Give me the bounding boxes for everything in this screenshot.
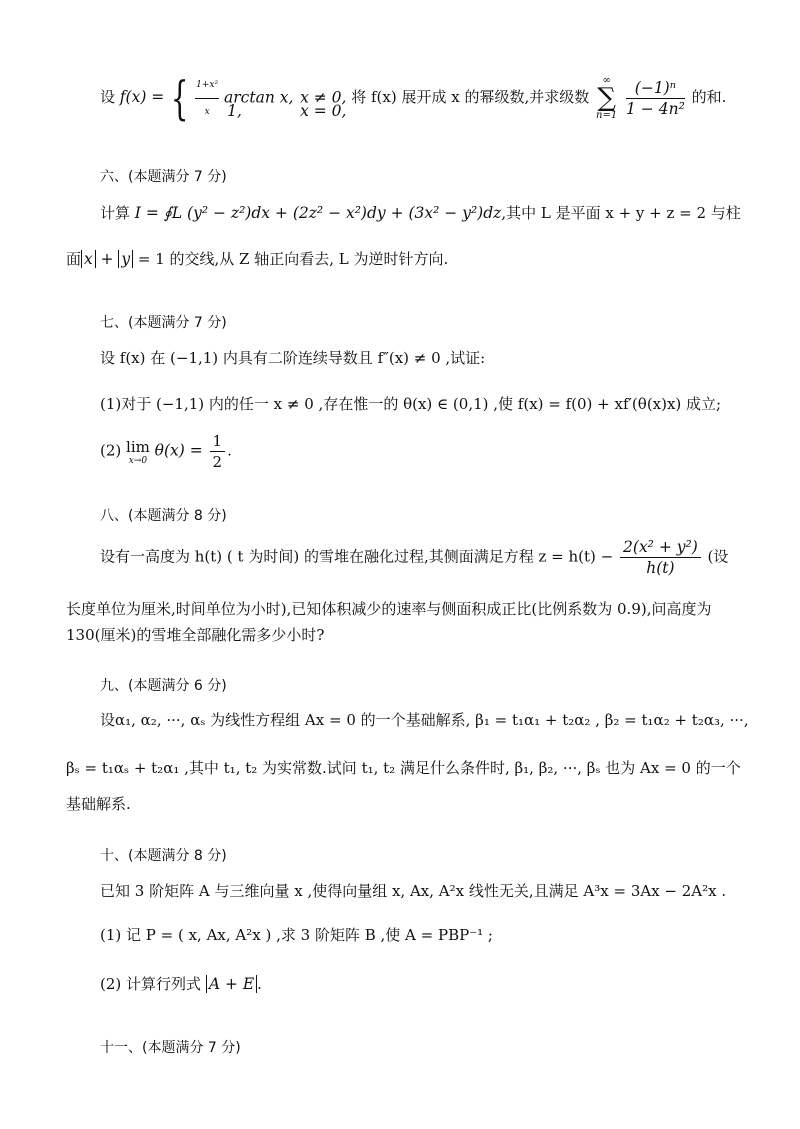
q8-heading: 八、(本题满分 8 分): [100, 508, 227, 524]
q5-case-1: $\frac{\text{1+x²}}{x}$ arctan x, x ≠ 0,: [195, 72, 346, 98]
q9-line-3: 基础解系.: [66, 795, 131, 813]
q10-line-1: 已知 3 阶矩阵 A 与三维向量 x ,使得向量组 x, Ax, A²x 线性无关,且满足 A³x = 3Ax − 2A²x .: [100, 882, 727, 900]
q5-sum: ∞ ∑ n=1: [596, 75, 618, 121]
q7-line-1: 设 f(x) 在 (−1,1) 内具有二阶连续导数且 f″(x) ≠ 0 ,试证:: [100, 349, 486, 367]
q5-piecewise: [195, 72, 346, 124]
q5-mid: 将 f(x) 展开成 x 的幂级数,并求级数: [351, 88, 590, 106]
q9-line-2: βₛ = t₁αₛ + t₂α₁ ,其中 t₁, t₂ 为实常数.试问 t₁, t₂ 满足什么条件时, β₁, β₂, ···, βₛ 也为 Ax = 0 的一个: [66, 759, 741, 777]
q11-heading: 十一、(本题满分 7 分): [100, 1040, 241, 1056]
q7-line-2: (1)对于 (−1,1) 内的任一 x ≠ 0 ,存在惟一的 θ(x) ∈ (0,1) ,使 f(x) = f(0) + xf′(θ(x)x) 成立;: [100, 395, 722, 413]
q5-series-frac: $\frac{\text{(−1)ⁿ}}{\text{1 − 4n²}}$: [626, 78, 685, 118]
q9-line-1: 设α₁, α₂, ···, αₛ 为线性方程组 Ax = 0 的一个基础解系, β₁ = t₁α₁ + t₂α₂ , β₂ = t₁α₂ + t₂α₃, ···,: [100, 711, 749, 729]
q10-determinant: A + E: [206, 975, 257, 993]
q6-line-1: 计算 I = ∮L (y² − z²)dx + (2z² − x²)dy + (3x² − y²)dz,其中 L 是平面 x + y + z = 2 与柱: [100, 204, 741, 222]
q10-line-2: (1) 记 P = ( x, Ax, A²x ) ,求 3 阶矩阵 B ,使 A = PBP⁻¹ ;: [100, 926, 493, 944]
q7-limit: lim x→0: [126, 437, 150, 466]
q5-fx: f(x) =: [119, 88, 165, 106]
q8-line-1: 设有一高度为 h(t) ( t 为时间) 的雪堆在融化过程,其侧面满足方程 z = h(t) − $\frac{\text{2(x² + y²)}}{h(t)}$ (设: [100, 538, 729, 577]
q8-frac: $\frac{\text{2(x² + y²)}}{h(t)}$: [620, 538, 701, 577]
q6-integral: I = ∮L (y² − z²)dx + (2z² − x²)dy + (3x² − y²)dz: [134, 204, 502, 222]
q8-line-2: 长度单位为厘米,时间单位为小时),已知体积减少的速率与侧面积成正比(比例系数为 0.9),问高度为: [66, 600, 712, 618]
q6-heading: 六、(本题满分 7 分): [100, 169, 227, 185]
q5-left-brace: {: [170, 71, 189, 125]
q5-intro: 设: [100, 88, 116, 106]
q10-heading: 十、(本题满分 8 分): [100, 848, 227, 864]
q7-half-frac: $\frac{1}{2}$: [210, 432, 226, 471]
q7-heading: 七、(本题满分 7 分): [100, 315, 227, 331]
q7-line-3: (2) lim x→0 θ(x) = $\frac{1}{2}$ .: [100, 432, 232, 471]
q5-line: [100, 72, 726, 124]
q9-heading: 九、(本题满分 6 分): [100, 678, 227, 694]
q5-case1-frac: $\frac{\text{1+x²}}{x}$: [195, 72, 219, 125]
q10-line-3: (2) 计算行列式 A + E .: [100, 975, 262, 993]
q6-line-2: 面 x + y = 1 的交线,从 Z 轴正向看去, L 为逆时针方向.: [66, 250, 449, 268]
q5-case-2: 1, x = 0,: [227, 102, 347, 120]
q5-end: 的和.: [691, 88, 727, 106]
q8-line-3: 130(厘米)的雪堆全部融化需多少小时?: [66, 626, 325, 644]
